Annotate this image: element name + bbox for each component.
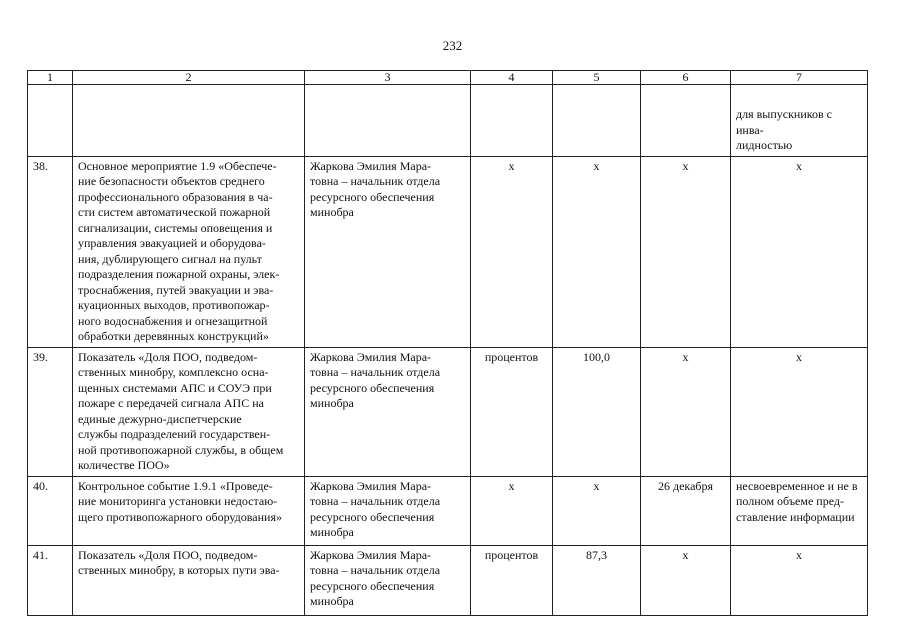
unit-cell: х: [471, 476, 553, 545]
row-number-cell: 39.: [28, 347, 73, 476]
column-header: 6: [641, 71, 731, 85]
responsible-cell: Жаркова Эмилия Мара- товна – начальник отдела ресурсного обеспечения минобра: [305, 156, 471, 347]
risk-cell: несвоевременное и не в полном объеме пред- ставление информации: [731, 476, 868, 545]
table-row: [28, 545, 868, 615]
responsible-cell: Жаркова Эмилия Мара- товна – начальник отдела ресурсного обеспечения минобра: [305, 476, 471, 545]
unit-cell: процентов: [471, 347, 553, 476]
description-cell: Контрольное событие 1.9.1 «Проведе- ние мониторинга установки недостаю- щего противопожарного оборудования»: [73, 476, 305, 545]
risk-cell: для выпускников с инва- лидностью: [731, 85, 868, 157]
description-cell: [73, 85, 305, 157]
column-header: 1: [28, 71, 73, 85]
plan-table: [27, 70, 868, 616]
value-cell: х: [553, 476, 641, 545]
unit-cell: процентов: [471, 545, 553, 615]
responsible-cell: [305, 85, 471, 157]
responsible-cell: Жаркова Эмилия Мара- товна – начальник отдела ресурсного обеспечения минобра: [305, 545, 471, 615]
unit-cell: х: [471, 156, 553, 347]
row-number-cell: 38.: [28, 156, 73, 347]
table-row: [28, 85, 868, 157]
row-number-cell: 41.: [28, 545, 73, 615]
column-header: 4: [471, 71, 553, 85]
row-number-cell: [28, 85, 73, 157]
column-header: 7: [731, 71, 868, 85]
risk-cell: х: [731, 545, 868, 615]
risk-cell: х: [731, 156, 868, 347]
table-row: [28, 347, 868, 476]
table-row: [28, 156, 868, 347]
deadline-cell: х: [641, 156, 731, 347]
column-number-row: [28, 71, 868, 85]
description-cell: Показатель «Доля ПОО, подведом- ственных минобру, в которых пути эва-: [73, 545, 305, 615]
row-number-cell: 40.: [28, 476, 73, 545]
value-cell: х: [553, 156, 641, 347]
table-row: [28, 476, 868, 545]
unit-cell: [471, 85, 553, 157]
value-cell: 87,3: [553, 545, 641, 615]
description-cell: Основное мероприятие 1.9 «Обеспече- ние безопасности объектов среднего профессионального образования в ча- сти систем автоматической пожарной сигнализации, системы оповещения и управления эвакуацией и оборудова- ния, дублирующего сигнал на пульт подразделения пожарной охраны, элек- троснабжения, путей эвакуации и эва- куационных выходов, противопожар- ного водоснабжения и огнезащитной обработки деревянных конструкций»: [73, 156, 305, 347]
description-cell: Показатель «Доля ПОО, подведом- ственных минобру, комплексно осна- щенных системами АПС и СОУЭ при пожаре с передачей сигнала АПС на единые дежурно-диспетчерские службы подразделений государствен- ной противопожарной службы, в общем количестве ПОО»: [73, 347, 305, 476]
deadline-cell: [641, 85, 731, 157]
risk-cell: х: [731, 347, 868, 476]
responsible-cell: Жаркова Эмилия Мара- товна – начальник отдела ресурсного обеспечения минобра: [305, 347, 471, 476]
page-number: 232: [442, 38, 463, 53]
deadline-cell: х: [641, 347, 731, 476]
column-header: 3: [305, 71, 471, 85]
column-header: 5: [553, 71, 641, 85]
column-header: 2: [73, 71, 305, 85]
value-cell: 100,0: [553, 347, 641, 476]
value-cell: [553, 85, 641, 157]
deadline-cell: 26 декабря: [641, 476, 731, 545]
deadline-cell: х: [641, 545, 731, 615]
